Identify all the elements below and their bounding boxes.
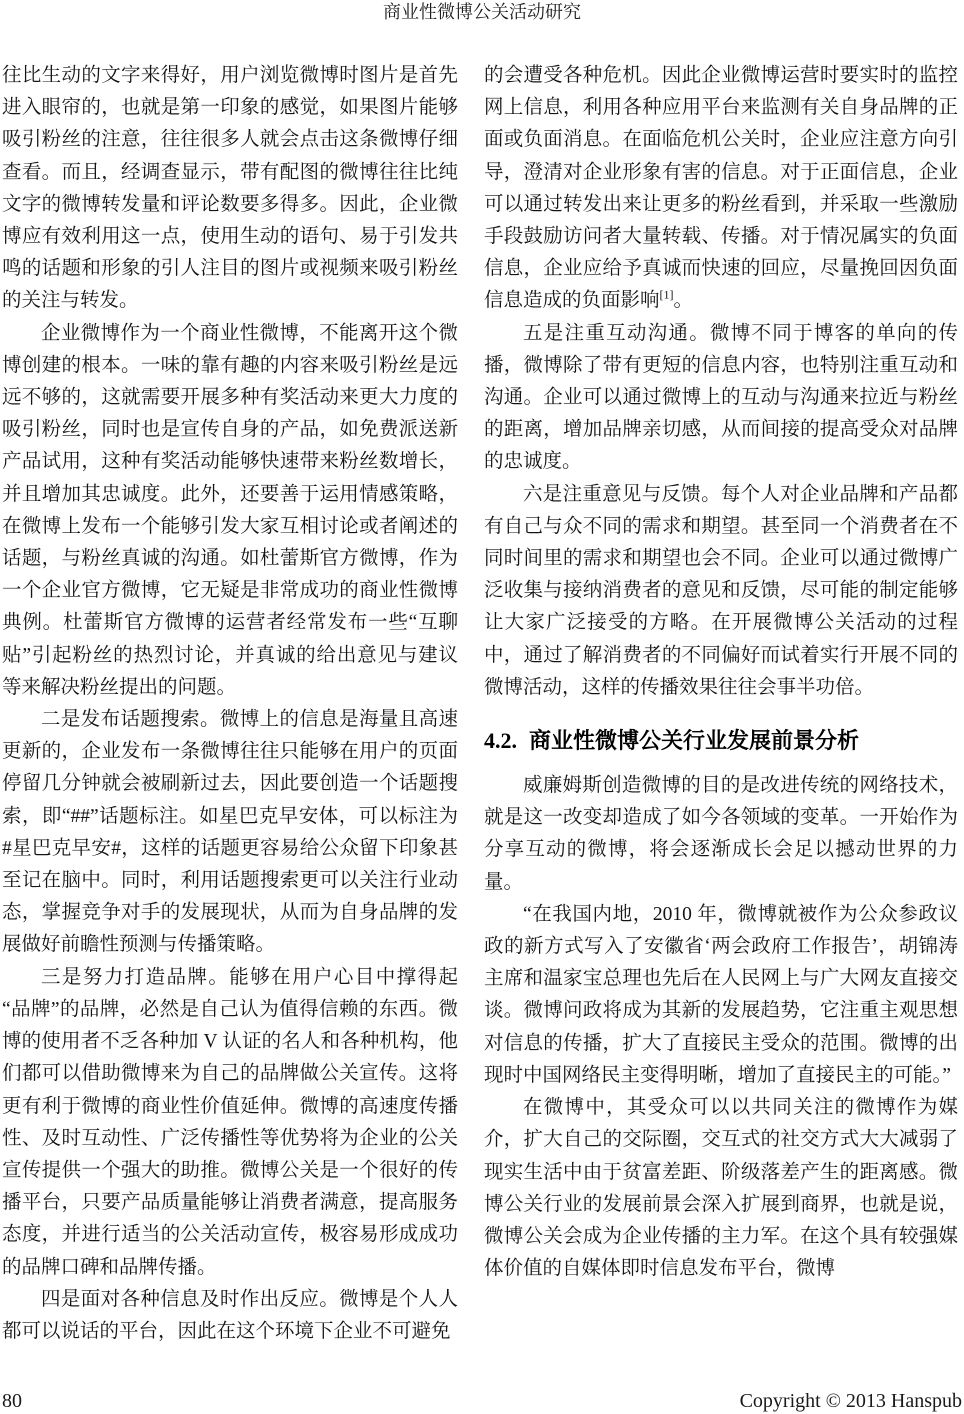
page-footer: [2, 1390, 962, 1412]
paragraph: 五是注重互动沟通。微博不同于博客的单向的传播，微博除了带有更短的信息内容，也特别注重互动和沟通。企业可以通过微博上的互动与沟通来拉近与粉丝的距离，增加品牌亲切感，从而间接的提高受众对品牌的忠诚度。: [484, 322, 958, 473]
right-column: [484, 60, 958, 1348]
page-number: 80: [2, 1390, 22, 1412]
paragraph: 企业微博作为一个商业性微博，不能离开这个微博创建的根本。一味的靠有趣的内容来吸引粉丝是远远不够的，这就需要开展多种有奖活动来更大力度的吸引粉丝，同时也是宣传自身的产品，如免费派送新产品试用，这种有奖活动能够快速带来粉丝数增长，并且增加其忠诚度。此外，还要善于运用情感策略，在微博上发布一个能够引发大家互相讨论或者阐述的话题，与粉丝真诚的沟通。如杜蕾斯官方微博，作为一个企业官方微博，它无疑是非常成功的商业性微博典例。杜蕾斯官方微博的运营者经常发布一些“互聊贴”引起粉丝的热烈讨论，并真诚的给出意见与建议等来解决粉丝提出的问题。: [2, 322, 458, 698]
paragraph: 四是面对各种信息及时作出反应。微博是个人人都可以说话的平台，因此在这个环境下企业不可避免: [2, 1288, 458, 1342]
paragraph: “在我国内地，2010 年，微博就被作为公众参政议政的新方式写入了安徽省‘两会政府工作报告’，胡锦涛主席和温家宝总理也先后在人民网上与广大网友直接交谈。微博问政将成为其新的发展趋势，它注重主观思想对信息的传播，扩大了直接民主受众的范围。微博的出现时中国网络民主变得明晰，增加了直接民主的可能。”: [484, 903, 958, 1086]
section-number: 4.2.: [484, 728, 517, 754]
citation-reference: [1]: [659, 287, 674, 302]
paragraph: 威廉姆斯创造微博的目的是改进传统的网络技术，就是这一改变却造成了如今各领域的变革。一开始作为分享互动的微博，将会逐渐成长会足以撼动世界的力量。: [484, 775, 958, 893]
running-title: 商业性微博公关活动研究: [383, 2, 581, 22]
paragraph-text: 。: [673, 290, 694, 312]
copyright-notice: Copyright © 2013 Hanspub: [739, 1390, 962, 1412]
paragraph: 往比生动的文字来得好，用户浏览微博时图片是首先进入眼帘的，也就是第一印象的感觉，如果图片能够吸引粉丝的注意，往往很多人就会点击这条微博仔细查看。而且，经调查显示，带有配图的微博往往比纯文字的微博转发量和评论数要多得多。因此，企业微博应有效利用这一点，使用生动的语句、易于引发共鸣的话题和形象的引人注目的图片或视频来吸引粉丝的关注与转发。: [2, 65, 458, 312]
section-title: 商业性微博公关行业发展前景分析: [529, 728, 860, 754]
section-heading: [484, 726, 958, 756]
page-header: [0, 0, 964, 24]
paragraph: 六是注重意见与反馈。每个人对企业品牌和产品都有自己与众不同的需求和期望。甚至同一个消费者在不同时间里的需求和期望也会不同。企业可以通过微博广泛收集与接纳消费者的意见和反馈，尽可能的制定能够让大家广泛接受的方略。在开展微博公关活动的过程中，通过了解消费者的不同偏好而试着实行开展不同的微博活动，这样的传播效果往往会事半功倍。: [484, 483, 958, 698]
paragraph-with-citation: [484, 60, 958, 318]
paragraph: 三是努力打造品牌。能够在用户心目中撑得起“品牌”的品牌，必然是自己认为值得信赖的东西。微博的使用者不乏各种加 V 认证的名人和各种机构，他们都可以借助微博来为自己的品牌做公关宣传。这将更有利于微博的商业性价值延伸。微博的高速度传播性、及时互动性、广泛传播性等优势将为企业的公关宣传提供一个强大的助推。微博公关是一个很好的传播平台，只要产品质量能够让消费者满意，提高服务态度，并进行适当的公关活动宣传，极容易形成成功的品牌口碑和品牌传播。: [2, 966, 458, 1278]
left-column: [2, 60, 458, 1348]
paragraph: 在微博中，其受众可以以共同关注的微博作为媒介，扩大自己的交际圈，交互式的社交方式大大减弱了现实生活中由于贫富差距、阶级落差产生的距离感。微博公关行业的发展前景会深入扩展到商界，也就是说，微博公关会成为企业传播的主力军。在这个具有较强媒体价值的自媒体即时信息发布平台，微博: [484, 1097, 958, 1280]
paragraph: 二是发布话题搜索。微博上的信息是海量且高速更新的，企业发布一条微博往往只能够在用户的页面停留几分钟就会被刷新过去，因此要创造一个话题搜索，即“##”话题标注。如星巴克早安体，可以标注为#星巴克早安#，这样的话题更容易给公众留下印象甚至记在脑中。同时，利用话题搜索更可以关注行业动态，掌握竞争对手的发展现状，从而为自身品牌的发展做好前瞻性预测与传播策略。: [2, 709, 458, 956]
two-column-body: [2, 60, 958, 1348]
paragraph-text: 的会遭受各种危机。因此企业微博运营时要实时的监控网上信息，利用各种应用平台来监测有关自身品牌的正面或负面消息。在面临危机公关时，企业应注意方向引导，澄清对企业形象有害的信息。对于正面信息，企业可以通过转发出来让更多的粉丝看到，并采取一些激励手段鼓励访问者大量转载、传播。对于情况属实的负面信息，企业应给予真诚而快速的回应，尽量挽回因负面信息造成的负面影响: [484, 65, 958, 312]
